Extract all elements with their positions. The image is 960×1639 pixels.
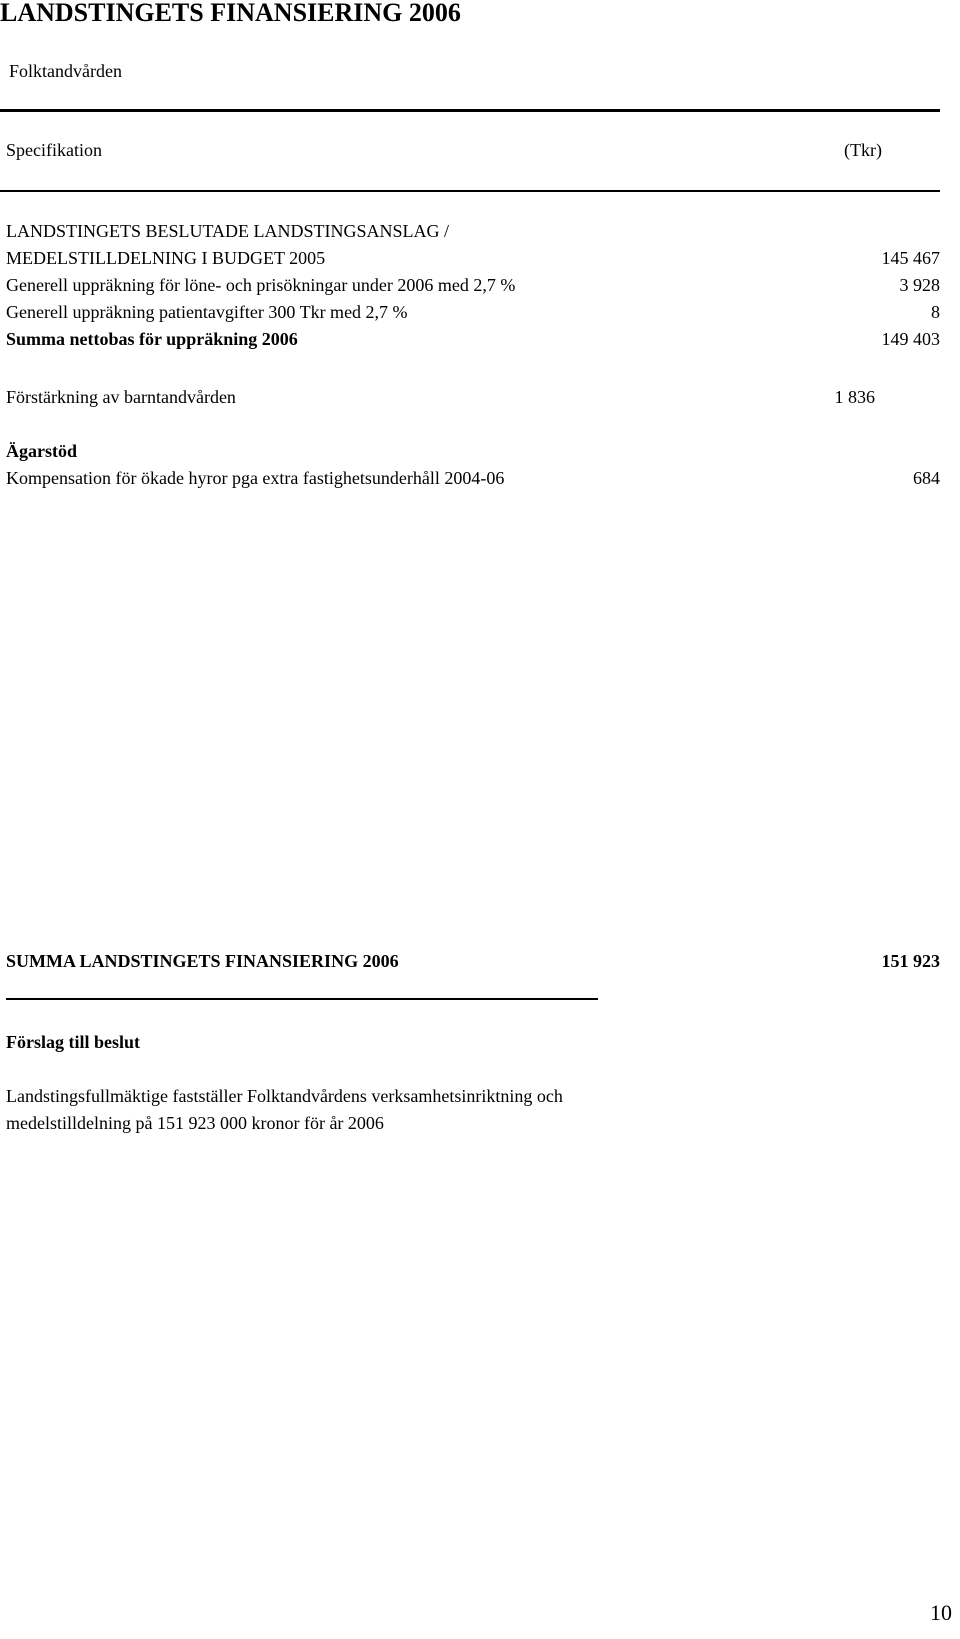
- subtotal-row: [6, 326, 940, 352]
- reinforcement-row: [6, 384, 875, 410]
- row-label: Generell uppräkning för löne- och prisökningar under 2006 med 2,7 %: [6, 275, 516, 295]
- proposal-heading: Förslag till beslut: [6, 1032, 140, 1052]
- row-value: 684: [913, 468, 940, 488]
- total-row: [6, 948, 940, 974]
- row-label: LANDSTINGETS BESLUTADE LANDSTINGSANSLAG /: [6, 221, 450, 241]
- header-top-rule: [0, 109, 940, 112]
- page-subtitle: Folktandvården: [9, 61, 122, 81]
- proposal-line: medelstilldelning på 151 923 000 kronor för år 2006: [6, 1113, 384, 1133]
- section-heading: Ägarstöd: [6, 441, 77, 461]
- row-label: Summa nettobas för uppräkning 2006: [6, 329, 298, 349]
- total-value: 151 923: [881, 951, 940, 971]
- proposal-line: Landstingsfullmäktige fastställer Folktandvårdens verksamhetsinriktning och: [6, 1086, 563, 1106]
- page-number: 10: [930, 1600, 952, 1625]
- specification-label: Specifikation: [6, 140, 102, 160]
- row-label: Kompensation för ökade hyror pga extra fastighetsunderhåll 2004-06: [6, 468, 505, 488]
- row-value: 1 836: [834, 387, 875, 407]
- row-value: 149 403: [881, 329, 940, 349]
- table-row: [6, 218, 940, 244]
- table-row: [6, 272, 940, 298]
- owner-support-heading: [6, 438, 940, 464]
- table-row: [6, 299, 940, 325]
- page-title: LANDSTINGETS FINANSIERING 2006: [0, 0, 461, 27]
- row-value: 3 928: [899, 275, 940, 295]
- row-value: 145 467: [881, 248, 940, 268]
- table-row: [6, 245, 940, 271]
- row-value: 8: [931, 302, 940, 322]
- owner-support-row: [6, 465, 940, 491]
- row-label: MEDELSTILLDELNING I BUDGET 2005: [6, 248, 326, 268]
- row-label: Förstärkning av barntandvården: [6, 387, 236, 407]
- total-label: SUMMA LANDSTINGETS FINANSIERING 2006: [6, 951, 399, 971]
- total-underline: [6, 998, 598, 1000]
- row-label: Generell uppräkning patientavgifter 300 Tkr med 2,7 %: [6, 302, 408, 322]
- header-bottom-rule: [0, 190, 940, 192]
- unit-label: (Tkr): [844, 140, 882, 160]
